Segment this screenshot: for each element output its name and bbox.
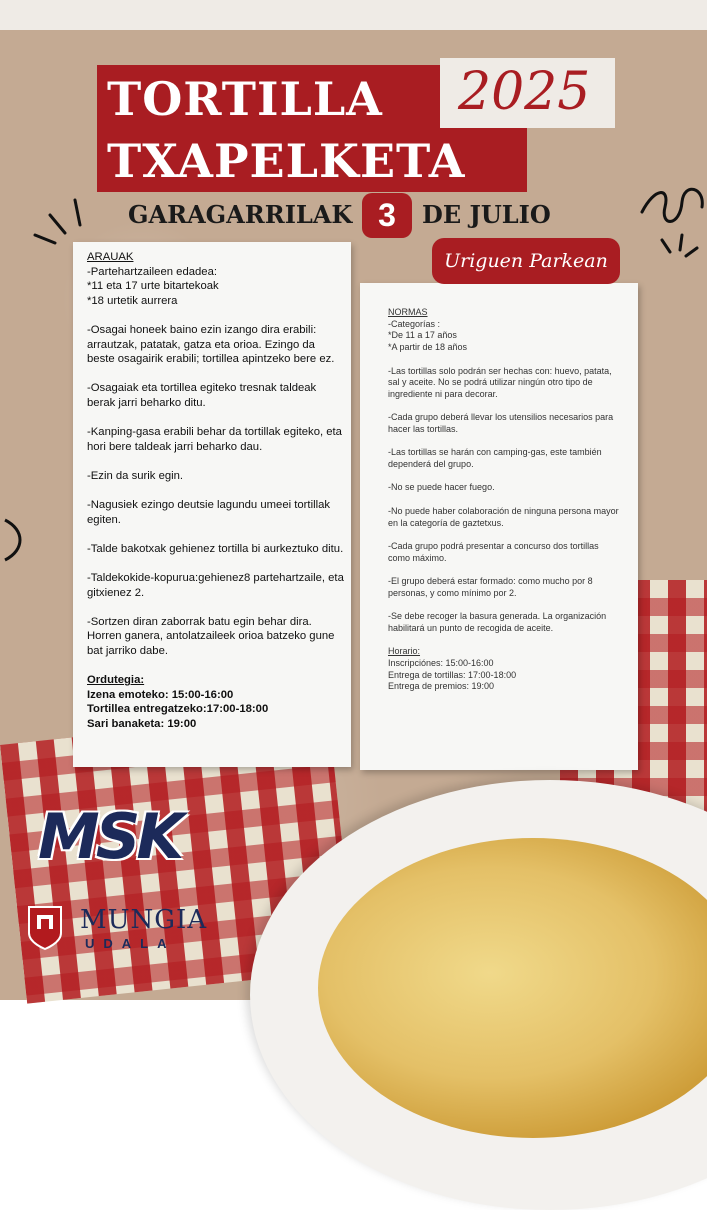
spanish-rules-heading: NORMAS bbox=[388, 307, 428, 317]
spanish-schedule-heading: Horario: bbox=[388, 646, 421, 657]
basque-rule: -Taldekokide-kopurua:gehienez8 partehartzaile, eta gitxienez 2. bbox=[87, 572, 344, 599]
basque-rule: -Kanping-gasa erabili behar da tortillak egiteko, eta hori bere taldeak jarri beharko dau. bbox=[87, 426, 342, 453]
basque-rules-text bbox=[87, 250, 345, 732]
wave-doodle bbox=[0, 515, 30, 575]
spanish-rule: -Cada grupo deberá llevar los utensilios necesarios para hacer las tortillas. bbox=[388, 412, 614, 434]
basque-rules-heading: ARAUAK bbox=[87, 251, 134, 263]
spanish-rule: -Categorías : *De 11 a 17 años *A partir de 18 años bbox=[388, 318, 468, 353]
torn-paper-top bbox=[0, 0, 707, 30]
date-month-spanish: DE JULIO bbox=[422, 200, 551, 229]
basque-schedule-item: Tortillea entregatzeko:17:00-18:00 bbox=[87, 703, 269, 716]
msk-logo: MSK bbox=[38, 800, 181, 873]
year: 2025 bbox=[458, 62, 591, 122]
basque-rule: -Nagusiek ezingo deutsie lagundu umeei tortillak egiten. bbox=[87, 499, 331, 526]
spanish-rule: -Las tortillas solo podrán ser hechas con: huevo, patata, sal y aceite. No se podrá utilizar ningún otro tipo de ingrediente ni para decorar. bbox=[388, 365, 612, 399]
basque-rule: -Ezin da surik egin. bbox=[87, 469, 184, 482]
spanish-schedule-item: Entrega de premios: 19:00 bbox=[388, 681, 495, 692]
basque-schedule-heading: Ordutegia: bbox=[87, 674, 145, 687]
mungia-shield-icon bbox=[27, 905, 63, 951]
basque-schedule-item: Izena emoteko: 15:00-16:00 bbox=[87, 688, 234, 701]
spanish-rule: -Las tortillas se harán con camping-gas, este también dependerá del grupo. bbox=[388, 447, 602, 470]
basque-rule: -Talde bakotxak gehienez tortilla bi aurkeztuko ditu. bbox=[87, 542, 344, 555]
scribble-right-doodle bbox=[640, 182, 707, 237]
spanish-rule: -Cada grupo podrá presentar a concurso dos tortillas como máximo. bbox=[388, 540, 599, 563]
day-badge: 3 bbox=[362, 193, 412, 238]
spanish-rules-text bbox=[388, 307, 623, 693]
spanish-schedule-item: Entrega de tortillas: 17:00-18:00 bbox=[388, 669, 517, 680]
title-line-2: TXAPELKETA bbox=[107, 134, 466, 188]
sparkle-doodle bbox=[652, 230, 702, 280]
udala-logo-text: UDALA bbox=[85, 936, 176, 951]
spanish-rule: -No puede haber colaboración de ninguna persona mayor en la categoría de gaztetxus. bbox=[388, 505, 619, 528]
place-badge: Uriguen Parkean bbox=[432, 238, 620, 284]
spanish-schedule-item: Inscripciónes: 15:00-16:00 bbox=[388, 657, 494, 668]
spanish-rule: -El grupo deberá estar formado: como mucho por 8 personas, y como mínimo por 2. bbox=[388, 576, 593, 598]
spanish-rule: -No se puede hacer fuego. bbox=[388, 482, 495, 493]
mungia-logo-text: MUNGIA bbox=[80, 905, 208, 935]
basque-schedule-item: Sari banaketa: 19:00 bbox=[87, 718, 197, 730]
basque-rule: -Sortzen diran zaborrak batu egin behar dira. Horren ganera, antolatzaileek orioa batzeko gune bat jarriko dabe. bbox=[87, 615, 335, 658]
basque-rule: -Osagai honeek baino ezin izango dira erabili: arrautzak, patatak, gatza eta orioa. Ezingo da beste osagairik erabili; tortillea apintzeko bere ez. bbox=[87, 323, 335, 366]
basque-rule: -Partehartzaileen edadea: *11 eta 17 urte bitartekoak *18 urtetik aurrera bbox=[87, 265, 219, 307]
basque-rule: -Osagaiak eta tortillea egiteko tresnak taldeak berak jarri beharko ditu. bbox=[87, 382, 317, 409]
date-month-basque: GARAGARRILAK bbox=[128, 200, 353, 229]
spanish-rule: -Se debe recoger la basura generada. La organización habilitará un punto de recogida de aceite. bbox=[388, 611, 607, 633]
title-line-1: TORTILLA bbox=[107, 72, 383, 126]
